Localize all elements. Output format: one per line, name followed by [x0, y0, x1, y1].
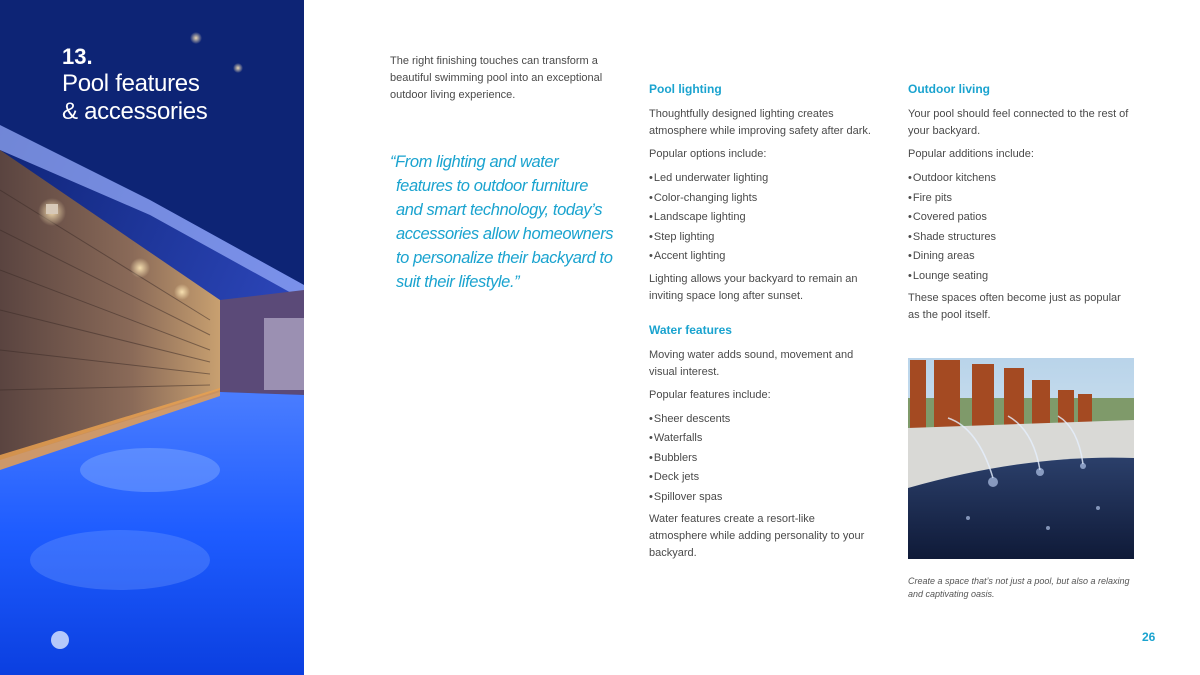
- photo-caption: Create a space that’s not just a pool, but also a relaxing and captivating oasis.: [908, 576, 1130, 599]
- quote-line: “From lighting and water: [390, 153, 559, 171]
- list-item: • Bubblers: [649, 449, 871, 469]
- water-features-closing: Water features create a resort-like atmosphere while adding personality to your backyard.: [649, 513, 865, 559]
- list-item: • Color-changing lights: [649, 189, 871, 209]
- list-item: • Deck jets: [649, 468, 871, 488]
- list-item: • Accent lighting: [649, 247, 871, 267]
- outdoor-living-closing: These spaces often become just as popular as the pool itself.: [908, 292, 1121, 321]
- section-title: [62, 44, 208, 126]
- section-title-line2: & accessories: [62, 98, 208, 125]
- section-number: 13.: [62, 44, 93, 69]
- quote-line: features to outdoor furniture: [396, 177, 589, 195]
- list-item: • Fire pits: [908, 189, 1130, 209]
- pool-lighting-heading: Pool lighting: [649, 82, 722, 96]
- list-item: • Landscape lighting: [649, 208, 871, 228]
- pool-lighting-list: [649, 169, 871, 267]
- quote-line: accessories allow homeowners: [396, 225, 614, 243]
- water-features-options-intro: Popular features include:: [649, 388, 771, 401]
- quote-line: to personalize their backyard to: [396, 249, 613, 267]
- list-item: • Step lighting: [649, 228, 871, 248]
- list-item: • Sheer descents: [649, 410, 871, 430]
- list-item: • Spillover spas: [649, 488, 871, 508]
- pool-lighting-options-intro: Popular options include:: [649, 148, 767, 160]
- fountain-illustration: [908, 358, 1134, 559]
- list-item: • Led underwater lighting: [649, 169, 871, 189]
- pool-lighting-description: Thoughtfully designed lighting creates atmosphere while improving safety after dark.: [649, 108, 871, 137]
- section-title-line1: Pool features: [62, 70, 200, 97]
- list-item: • Covered patios: [908, 208, 1130, 228]
- outdoor-living-description: Your pool should feel connected to the rest of your backyard.: [908, 108, 1129, 137]
- outdoor-living-options-intro: Popular additions include:: [908, 148, 1034, 160]
- list-item: • Outdoor kitchens: [908, 169, 1130, 189]
- outdoor-living-list: [908, 169, 1130, 286]
- pool-lighting-closing: Lighting allows your backyard to remain an inviting space long after sunset.: [649, 272, 858, 302]
- list-item: • Waterfalls: [649, 429, 871, 449]
- water-features-list: [649, 410, 871, 508]
- quote-line: and smart technology, today’s: [396, 201, 603, 219]
- intro-paragraph: The right finishing touches can transform a beautiful swimming pool into an exceptional outdoor living experience.: [390, 55, 603, 101]
- water-feature-photo: [908, 358, 1134, 559]
- middle-column: [649, 80, 871, 568]
- water-features-description: Moving water adds sound, movement and visual interest.: [649, 348, 854, 378]
- list-item: • Lounge seating: [908, 267, 1130, 287]
- outdoor-living-heading: Outdoor living: [908, 82, 990, 96]
- pull-quote: [390, 150, 620, 294]
- water-features-heading: Water features: [649, 322, 732, 337]
- hero-pool-image: [0, 0, 304, 675]
- right-column: [908, 80, 1130, 330]
- page-number: 26: [1142, 630, 1156, 644]
- quote-line: suit their lifestyle.”: [396, 273, 520, 291]
- list-item: • Shade structures: [908, 228, 1130, 248]
- list-item: • Dining areas: [908, 247, 1130, 267]
